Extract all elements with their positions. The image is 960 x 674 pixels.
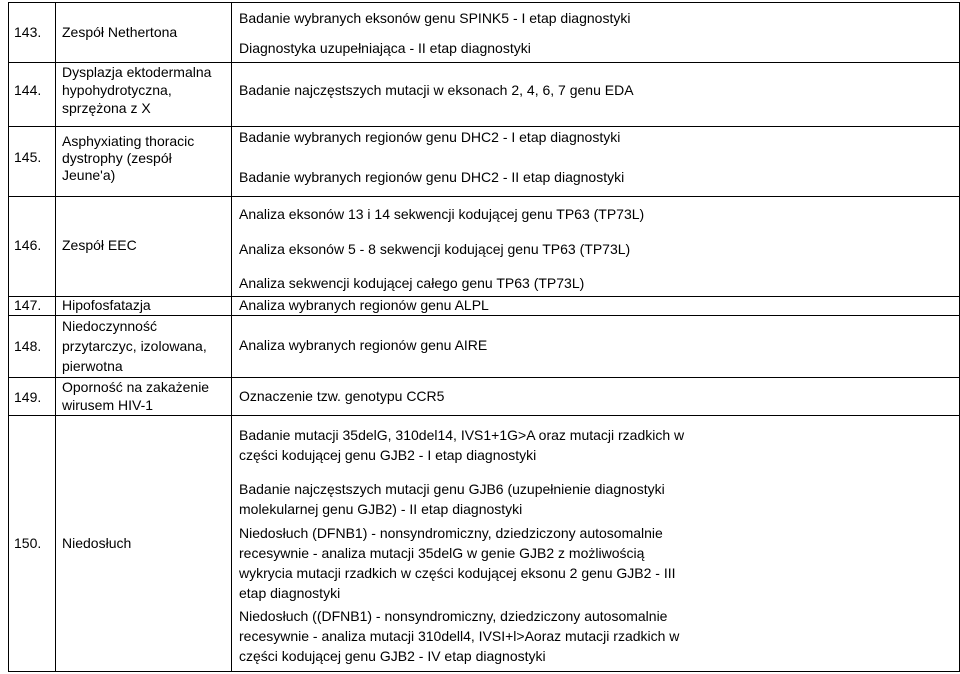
disease-name: Niedosłuch [62, 535, 132, 551]
disease-name: Zespół Nethertona [62, 24, 178, 40]
item-line: części kodującej genu GJB2 - I etap diagnostyki [239, 447, 537, 463]
item-line: Niedosłuch ((DFNB1) - nonsyndromiczny, dziedziczony autosomalnie [239, 608, 668, 624]
disease-name: przytarczyc, izolowana, [62, 338, 207, 354]
item-line: molekularnej genu GJB2) - II etap diagnostyki [239, 501, 523, 517]
row-border [8, 315, 960, 316]
diagnostic-item: Badanie wybranych regionów genu DHC2 - I etap diagnostyki [239, 129, 621, 145]
row-number: 145. [14, 149, 42, 165]
diagnostic-item: Diagnostyka uzupełniająca - II etap diagnostyki [239, 40, 531, 56]
diagnostic-item: Badanie najczęstszych mutacji w eksonach 2, 4, 6, 7 genu EDA [239, 82, 634, 98]
diagnostic-item: Badanie wybranych eksonów genu SPINK5 - I etap diagnostyki [239, 10, 631, 26]
disease-name: Dysplazja ektodermalna [62, 64, 212, 80]
diagnostic-item: Analiza wybranych regionów genu ALPL [239, 297, 489, 313]
item-line: etap diagnostyki [239, 585, 341, 601]
item-line: Badanie najczęstszych mutacji genu GJB6 (uzupełnienie diagnostyki [239, 481, 665, 497]
row-number: 146. [14, 237, 42, 253]
row-border [8, 62, 960, 63]
row-border [8, 377, 960, 378]
diagnostic-item [239, 523, 676, 603]
disease-name: pierwotna [62, 358, 123, 374]
row-border [8, 2, 960, 3]
diagnostic-item [239, 606, 679, 666]
disease-name: Asphyxiating thoracic [62, 133, 195, 149]
diagnostic-item [239, 425, 684, 465]
item-line: recesywnie - analiza mutacji 35delG w genie GJB2 z możliwością [239, 545, 645, 561]
diagnostic-item: Analiza wybranych regionów genu AIRE [239, 337, 488, 353]
diagnostic-item: Badanie wybranych regionów genu DHC2 - II etap diagnostyki [239, 169, 625, 185]
disease-name: Zespół EEC [62, 237, 137, 253]
disease-name: hypohydrotyczna, [62, 82, 172, 98]
disease-name: sprzężona z X [62, 100, 151, 116]
col-border [8, 2, 9, 672]
row-border [8, 196, 960, 197]
diagnostic-item: Oznaczenie tzw. genotypu CCR5 [239, 388, 445, 404]
row-number: 147. [14, 297, 42, 313]
row-number: 143. [14, 24, 42, 40]
row-number: 150. [14, 535, 42, 551]
diagnostic-item: Analiza sekwencji kodującej całego genu TP63 (TP73L) [239, 275, 585, 291]
item-line: części kodującej genu GJB2 - IV etap diagnostyki [239, 648, 546, 664]
disease-name: Niedoczynność [62, 318, 157, 334]
col-border [55, 2, 56, 672]
row-number: 149. [14, 389, 42, 405]
row-border [8, 126, 960, 127]
item-line: Niedosłuch (DFNB1) - nonsyndromiczny, dziedziczony autosomalnie [239, 525, 663, 541]
diagnostic-item [239, 479, 665, 519]
item-line: wykrycia mutacji rzadkich w części kodującej eksonu 2 genu GJB2 - III [239, 565, 676, 581]
row-border [8, 671, 960, 672]
disease-name: Hipofosfatazja [62, 297, 151, 313]
row-border [8, 415, 960, 416]
disease-name: dystrophy (zespół [62, 150, 172, 166]
row-number: 144. [14, 82, 42, 98]
disease-name: Jeune'a) [62, 167, 116, 183]
disease-name: wirusem HIV-1 [62, 397, 154, 413]
disease-name: Oporność na zakażenie [62, 379, 210, 395]
diagnostic-item: Analiza eksonów 5 - 8 sekwencji kodującej genu TP63 (TP73L) [239, 241, 631, 257]
col-border [231, 2, 232, 672]
item-line: Badanie mutacji 35delG, 310del14, IVS1+1G>A oraz mutacji rzadkich w [239, 427, 685, 443]
item-line: recesywnie - analiza mutacji 310dell4, IVSI+l>Aoraz mutacji rzadkich w [239, 628, 680, 644]
diagnostic-item: Analiza eksonów 13 i 14 sekwencji kodującej genu TP63 (TP73L) [239, 206, 645, 222]
row-number: 148. [14, 338, 42, 354]
